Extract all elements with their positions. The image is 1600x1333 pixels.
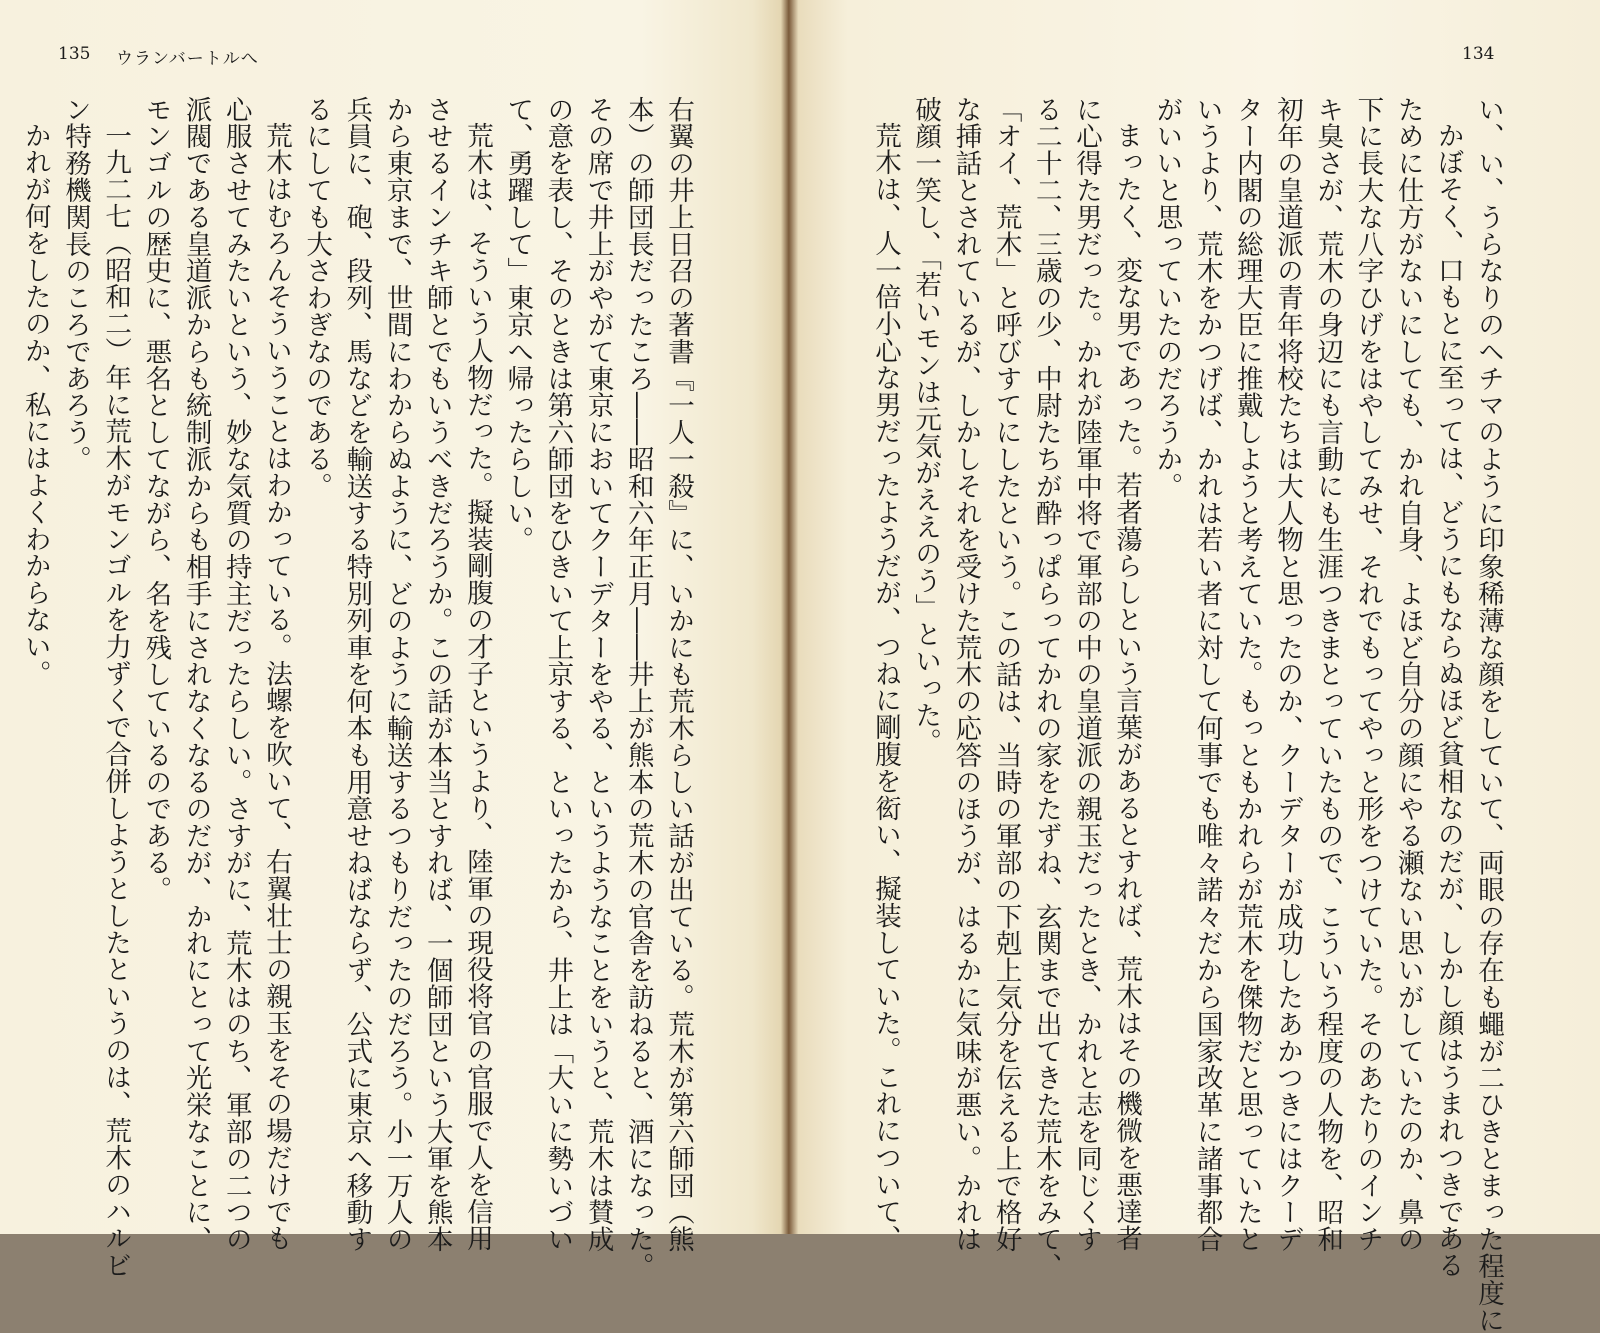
text-line: いうより、荒木をかつげば、かれは若い者に対して何事でも唯々諾々だから国家改革に諸事都合	[1191, 96, 1223, 1253]
text-line: ター内閣の総理大臣に推戴しようと考えていた。もっともかれらが荒木を傑物だと思っていたと	[1231, 96, 1263, 1253]
left-page-body	[19, 96, 698, 1280]
text-line: まったく、変な男であった。若者蕩らしという言葉があるとすれば、荒木はその機微を悪達者	[1111, 122, 1143, 1252]
text-line: 荒木はむろんそういうことはわかっている。法螺を吹いて、右翼壮士の親玉をその場だけでも	[260, 122, 292, 1252]
text-line: その席で井上がやがて東京においてクーデターをやる、というようなことをいうと、荒木は賛成	[582, 96, 614, 1253]
text-line: の意を表し、そのときは第六師団をひきいて上京する、といったから、井上は「大いに勢いづい	[542, 96, 574, 1253]
text-line: 一九二七（昭和二）年に荒木がモンゴルを力ずくで合併しようとしたというのは、荒木のハルビ	[100, 122, 132, 1279]
text-line: 荒木は、そういう人物だった。擬装剛腹の才子というより、陸軍の現役将官の官服で人を信用	[461, 122, 493, 1252]
text-line: 荒木は、人一倍小心な男だったようだが、つねに剛腹を衒い、擬装していた。これについて、	[869, 122, 901, 1252]
text-line: る二十二、三歳の少、中尉たちが酔っぱらってかれの家をたずね、玄関まで出てきた荒木をみて、	[1030, 96, 1062, 1280]
running-head: ウランバートルへ	[116, 49, 259, 69]
text-line: るにしても大さわぎなのである。	[301, 96, 333, 500]
text-line: キ臭さが、荒木の身辺にも言動にも生涯つきまとっていたもので、こういう程度の人物を、昭和	[1312, 96, 1344, 1253]
text-line: 下に長大な八字ひげをはやしてみせ、それでもってやっと形をつけていた。そのあたりのインチ	[1352, 96, 1384, 1253]
text-line: から東京まで、世間にわからぬように、どのように輸送するつもりだったのだろう。小一万人の	[381, 96, 413, 1253]
text-line: させるインチキ師とでもいうべきだろうか。この話が本当とすれば、一個師団という大軍を熊本	[421, 96, 453, 1253]
text-line: 「オイ、荒木」と呼びすてにしたという。この話は、当時の軍部の下剋上気分を伝える上で格好	[990, 96, 1022, 1253]
text-line: モンゴルの歴史に、悪名としてながら、名を残しているのである。	[140, 96, 172, 903]
text-line: ために仕方がないにしても、かれ自身、よほど自分の顔にやる瀬ない思いがしていたのか、鼻の	[1392, 96, 1424, 1253]
text-line: 破顔一笑し、「若いモンは元気がええのう」といった。	[910, 96, 942, 756]
text-line: い、い、うらなりのヘチマのように印象稀薄な顔をしていて、両眼の存在も蠅が二ひきとまった程度に	[1473, 96, 1504, 1333]
text-line: 右翼の井上日召の著書『一人一殺』に、いかにも荒木らしい話が出ている。荒木が第六師団（熊	[663, 96, 694, 1253]
left-page	[0, 0, 788, 1280]
text-line: に心得た男だった。かれが陸軍中将で軍部の中の皇道派の親玉だったとき、かれと志を同じくす	[1070, 96, 1102, 1253]
text-line: な挿話とされているが、しかしそれを受けた荒木の応答のほうが、はるかに気味が悪い。かれは	[950, 96, 982, 1253]
text-line: がいいと思っていたのだろうか。	[1151, 96, 1183, 500]
text-line: かれが何をしたのか、私にはよくわからない。	[19, 122, 51, 687]
text-line: 初年の皇道派の青年将校たちは大人物と思ったのか、クーデターが成功したあかつきにはクーデ	[1271, 96, 1303, 1253]
text-line: かぼそく、口もとに至っては、どうにもならぬほど貧相なのだが、しかし顔はうまれつきである	[1432, 122, 1464, 1279]
text-line: 本）の師団長だったころ――昭和六年正月――井上が熊本の荒木の官舎を訪ねると、酒になった。	[622, 96, 654, 1280]
right-page	[790, 0, 1600, 1333]
text-line: て、勇躍して」東京へ帰ったらしい。	[502, 96, 534, 554]
right-page-number: 134	[1462, 44, 1495, 64]
text-line: ン特務機関長のころであろう。	[59, 96, 91, 473]
text-line: 兵員に、砲、段列、馬などを輸送する特別列車を何本も用意せねばならず、公式に東京へ移動す	[341, 96, 373, 1253]
right-page-body	[848, 96, 1508, 1333]
text-line: 派閥である皇道派からも統制派からも相手にされなくなるのだが、かれにとって光栄なことに、	[180, 96, 212, 1253]
text-line: 心服させてみたいという、妙な気質の持主だったらしい。さすがに、荒木はのち、軍部の二つの	[220, 96, 252, 1253]
left-page-number: 135	[58, 44, 91, 64]
